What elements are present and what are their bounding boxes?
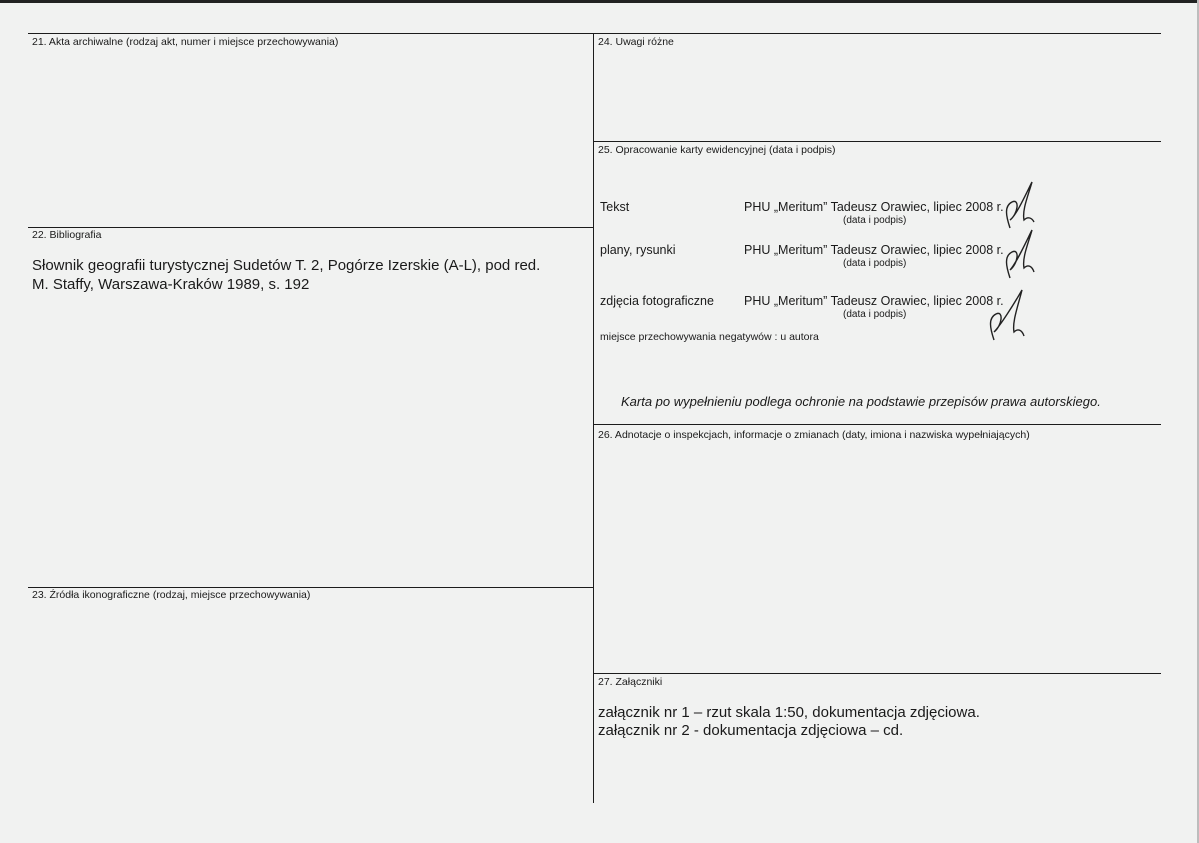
row-photos-sub: (data i podpis)	[843, 309, 907, 320]
section-27-label: 27. Załączniki	[598, 676, 663, 688]
divider-22	[28, 227, 593, 228]
negatives-storage: miejsce przechowywania negatywów : u autora	[600, 331, 819, 343]
attachment-line-2: załącznik nr 2 - dokumentacja zdjęciowa – cd.	[598, 722, 904, 739]
section-26-label: 26. Adnotacje o inspekcjach, informacje o zmianach (daty, imiona i nazwiska wypełniających)	[598, 429, 1030, 441]
signature-plans-row	[998, 222, 1048, 282]
attachment-line-1: załącznik nr 1 – rzut skala 1:50, dokumentacja zdjęciowa.	[598, 704, 980, 721]
section-23-label: 23. Źródła ikonograficzne (rodzaj, miejsce przechowywania)	[32, 589, 311, 601]
row-plans-value: PHU „Meritum” Tadeusz Orawiec, lipiec 2008 r.	[744, 243, 1004, 257]
divider-26	[593, 424, 1161, 425]
bibliography-line-2: M. Staffy, Warszawa-Kraków 1989, s. 192	[32, 276, 310, 293]
section-24-label: 24. Uwagi różne	[598, 36, 674, 48]
column-divider	[593, 33, 594, 803]
row-text-label: Tekst	[600, 200, 630, 214]
divider-23	[28, 587, 593, 588]
row-plans-sub: (data i podpis)	[843, 258, 907, 269]
row-photos-label: zdjęcia fotograficzne	[600, 294, 714, 308]
scan-top-edge	[0, 0, 1199, 3]
divider-top-left	[28, 33, 593, 34]
bibliography-line-1: Słownik geografii turystycznej Sudetów T. 2, Pogórze Izerskie (A-L), pod red.	[32, 257, 541, 274]
divider-25	[593, 141, 1161, 142]
row-plans-label: plany, rysunki	[600, 243, 676, 257]
section-22-label: 22. Bibliografia	[32, 229, 102, 241]
signature-photos-row	[984, 282, 1034, 344]
divider-top-right	[593, 33, 1161, 34]
section-25-label: 25. Opracowanie karty ewidencyjnej (data i podpis)	[598, 144, 836, 156]
section-21-label: 21. Akta archiwalne (rodzaj akt, numer i miejsce przechowywania)	[32, 36, 339, 48]
row-photos-value: PHU „Meritum” Tadeusz Orawiec, lipiec 2008 r.	[744, 294, 1004, 308]
row-text-value: PHU „Meritum” Tadeusz Orawiec, lipiec 2008 r.	[744, 200, 1004, 214]
divider-27	[593, 673, 1161, 674]
row-text-sub: (data i podpis)	[843, 215, 907, 226]
copyright-notice: Karta po wypełnieniu podlega ochronie na podstawie przepisów prawa autorskiego.	[621, 394, 1101, 409]
